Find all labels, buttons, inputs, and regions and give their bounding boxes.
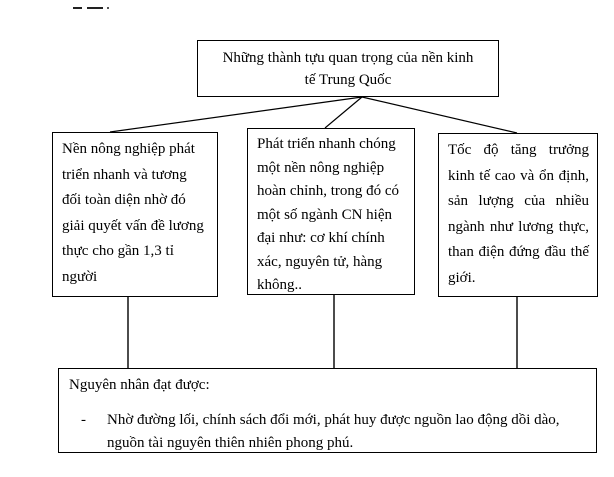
fan-line-left (110, 97, 362, 132)
branch-box-growth (438, 133, 598, 297)
branch-box-industry (247, 128, 415, 295)
stray-ink-mark (73, 5, 113, 11)
conclusion-bullet (69, 409, 586, 455)
fan-line-middle (325, 97, 362, 128)
root-box (197, 40, 499, 97)
conclusion-box (58, 368, 597, 453)
branch-box-agriculture (52, 132, 218, 297)
conclusion-title: Nguyên nhân đạt được: (69, 377, 210, 393)
bullet-marker: - (81, 412, 86, 428)
bullet-text: Nhờ đường lối, chính sách đổi mới, phát huy được nguồn lao động dồi dào, nguồn tài nguyên thiên nhiên phong phú. (107, 412, 560, 451)
root-box-text: Những thành tựu quan trọng của nền kinh tế Trung Quốc (222, 49, 474, 88)
branch-agriculture-text: Nền nông nghiệp phát triển nhanh và tương đối toàn diện nhờ đó giải quyết vấn đề lương thực cho gần 1,3 tỉ người (62, 141, 204, 285)
branch-growth-text: Tốc độ tăng trưởng kinh tế cao và ổn định, sản lượng của nhiều ngành như lương thực, than điện đứng đầu thế giới. (448, 142, 589, 286)
branch-industry-text: Phát triển nhanh chóng một nền nông nghiệp hoàn chỉnh, trong đó có một số ngành CN hiện đại như: cơ khí chính xác, nguyên tử, hàng không.. (257, 136, 400, 293)
